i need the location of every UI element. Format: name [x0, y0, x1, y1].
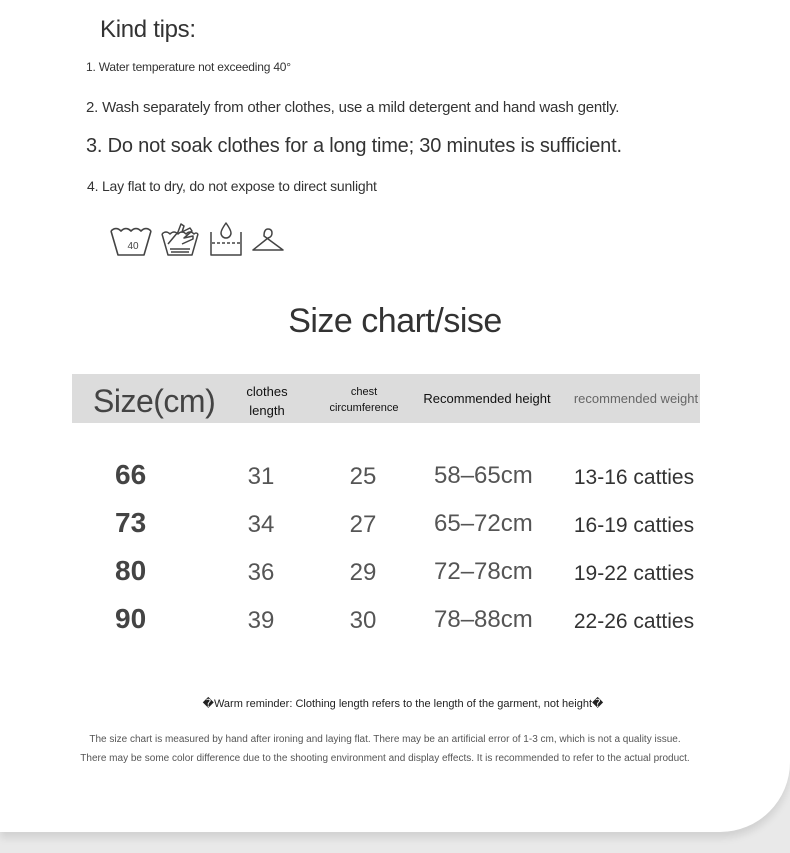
tip-water-temperature: 1. Water temperature not exceeding 40°	[86, 60, 291, 74]
header-chest-circumference: chest circumference	[329, 386, 399, 414]
row-weight: 22-26 catties	[573, 610, 695, 633]
row-chest: 27	[349, 511, 377, 538]
row-chest: 25	[349, 463, 377, 490]
row-length: 36	[247, 559, 275, 586]
wash-temp-label: 40	[127, 241, 139, 252]
header-recommended-weight: recommended weight	[573, 391, 699, 406]
row-weight: 16-19 catties	[573, 514, 695, 537]
row-size: 80	[115, 555, 147, 586]
kind-tips-title: Kind tips:	[100, 16, 196, 43]
row-weight: 13-16 catties	[573, 466, 695, 489]
row-height: 78–88cm	[434, 606, 533, 633]
row-chest: 30	[349, 607, 377, 634]
tip-do-not-soak: 3. Do not soak clothes for a long time; 30 minutes is sufficient.	[86, 135, 622, 157]
size-chart-title: Size chart/sise	[288, 302, 502, 340]
row-height: 72–78cm	[434, 558, 533, 585]
hand-wash-icon	[162, 224, 198, 255]
row-height: 58–65cm	[434, 462, 533, 489]
row-length: 34	[247, 511, 275, 538]
row-weight: 19-22 catties	[573, 562, 695, 585]
tip-wash-separately: 2. Wash separately from other clothes, use a mild detergent and hand wash gently.	[86, 99, 620, 116]
measurement-note: The size chart is measured by hand after ironing and laying flat. There may be an artificial error of 1-3 cm, which is not a quality issue.	[89, 734, 681, 745]
hanger-icon	[253, 229, 283, 250]
row-height: 65–72cm	[434, 510, 533, 537]
row-length: 31	[247, 463, 275, 490]
tip-lay-flat-dry: 4. Lay flat to dry, do not expose to direct sunlight	[87, 178, 377, 194]
row-size: 90	[115, 603, 147, 634]
row-length: 39	[247, 607, 275, 634]
drip-dry-icon	[211, 223, 241, 255]
color-difference-note: There may be some color difference due to the shooting environment and display effects. It is recommended to refer to the actual product.	[80, 753, 690, 764]
row-chest: 29	[349, 559, 377, 586]
row-size: 66	[115, 459, 147, 490]
header-size: Size(cm)	[93, 383, 216, 419]
header-recommended-height: Recommended height	[423, 391, 551, 406]
row-size: 73	[115, 507, 147, 538]
care-icons	[108, 218, 288, 260]
warm-reminder: �Warm reminder: Clothing length refers to the length of the garment, not height�	[202, 698, 604, 710]
header-clothes-length: clothes length	[246, 384, 288, 418]
